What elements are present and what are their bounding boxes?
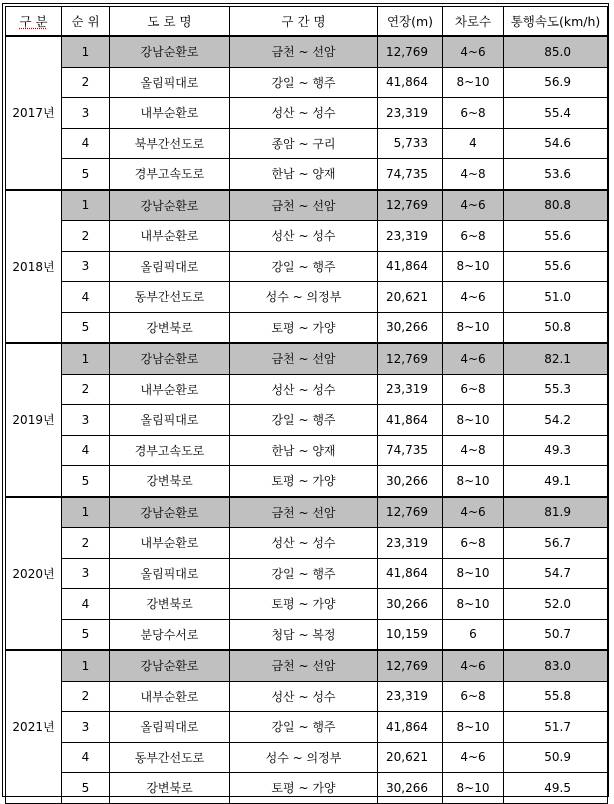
table-row (6, 405, 608, 436)
rank-cell: 5 (62, 466, 110, 497)
speed-cell: 52.0 (504, 589, 608, 620)
lanes-cell: 8~10 (443, 251, 504, 282)
table-row (6, 343, 608, 374)
road-name-cell: 내부순환로 (110, 221, 230, 252)
table-row (6, 589, 608, 620)
section-name-cell: 토평 ~ 가양 (230, 773, 378, 804)
table-row (6, 681, 608, 712)
length-cell: 5,733 (378, 128, 443, 159)
speed-cell: 55.8 (504, 681, 608, 712)
table-row (6, 650, 608, 681)
lanes-cell: 6~8 (443, 98, 504, 129)
length-cell: 41,864 (378, 67, 443, 98)
speed-cell: 80.8 (504, 190, 608, 221)
table-row (6, 497, 608, 528)
length-cell: 74,735 (378, 435, 443, 466)
rank-cell: 2 (62, 374, 110, 405)
speed-cell: 54.6 (504, 128, 608, 159)
lanes-cell: 8~10 (443, 589, 504, 620)
lanes-cell: 8~10 (443, 312, 504, 343)
length-cell: 12,769 (378, 650, 443, 681)
road-name-cell: 강남순환로 (110, 650, 230, 681)
length-cell: 23,319 (378, 221, 443, 252)
header-row (6, 7, 608, 37)
length-cell: 30,266 (378, 589, 443, 620)
road-name-cell: 올림픽대로 (110, 251, 230, 282)
lanes-cell: 6~8 (443, 374, 504, 405)
length-cell: 12,769 (378, 190, 443, 221)
section-name-cell: 강일 ~ 행주 (230, 405, 378, 436)
section-name-cell: 금천 ~ 선암 (230, 190, 378, 221)
section-name-cell: 강일 ~ 행주 (230, 67, 378, 98)
length-cell: 74,735 (378, 159, 443, 190)
lanes-cell: 4 (443, 128, 504, 159)
rank-cell: 2 (62, 528, 110, 559)
section-name-cell: 토평 ~ 가양 (230, 589, 378, 620)
section-name-cell: 금천 ~ 선암 (230, 497, 378, 528)
road-name-cell: 강남순환로 (110, 36, 230, 67)
table-row (6, 282, 608, 313)
length-cell: 30,266 (378, 312, 443, 343)
speed-cell: 50.7 (504, 619, 608, 650)
table-row (6, 374, 608, 405)
length-cell: 41,864 (378, 712, 443, 743)
table-row (6, 435, 608, 466)
length-cell: 23,319 (378, 528, 443, 559)
rank-cell: 3 (62, 251, 110, 282)
rank-cell: 1 (62, 650, 110, 681)
lanes-cell: 8~10 (443, 712, 504, 743)
speed-cell: 51.0 (504, 282, 608, 313)
rank-cell: 2 (62, 221, 110, 252)
speed-cell: 50.8 (504, 312, 608, 343)
length-cell: 41,864 (378, 251, 443, 282)
rank-cell: 5 (62, 619, 110, 650)
lanes-cell: 4~6 (443, 190, 504, 221)
year-cell: 2017년 (6, 36, 62, 190)
table-row (6, 221, 608, 252)
road-name-cell: 동부간선도로 (110, 742, 230, 773)
road-name-cell: 내부순환로 (110, 528, 230, 559)
speed-cell: 55.3 (504, 374, 608, 405)
section-name-cell: 한남 ~ 양재 (230, 159, 378, 190)
section-name-cell: 금천 ~ 선암 (230, 343, 378, 374)
section-name-cell: 강일 ~ 행주 (230, 712, 378, 743)
rank-cell: 5 (62, 773, 110, 804)
road-name-cell: 올림픽대로 (110, 405, 230, 436)
year-cell: 2018년 (6, 190, 62, 344)
speed-cell: 49.3 (504, 435, 608, 466)
road-name-cell: 경부고속도로 (110, 159, 230, 190)
length-cell: 30,266 (378, 773, 443, 804)
length-cell: 41,864 (378, 558, 443, 589)
table-row (6, 36, 608, 67)
rank-cell: 2 (62, 67, 110, 98)
header-speed: 통행속도(km/h) (504, 7, 608, 37)
length-cell: 12,769 (378, 36, 443, 67)
length-cell: 12,769 (378, 497, 443, 528)
rank-cell: 1 (62, 190, 110, 221)
speed-cell: 56.9 (504, 67, 608, 98)
table-row (6, 619, 608, 650)
road-speed-table (5, 6, 608, 804)
road-name-cell: 올림픽대로 (110, 558, 230, 589)
section-name-cell: 금천 ~ 선암 (230, 36, 378, 67)
section-name-cell: 성수 ~ 의정부 (230, 282, 378, 313)
rank-cell: 3 (62, 98, 110, 129)
speed-cell: 81.9 (504, 497, 608, 528)
road-name-cell: 내부순환로 (110, 681, 230, 712)
lanes-cell: 4~6 (443, 650, 504, 681)
rank-cell: 4 (62, 742, 110, 773)
speed-cell: 82.1 (504, 343, 608, 374)
lanes-cell: 6 (443, 619, 504, 650)
speed-cell: 49.5 (504, 773, 608, 804)
lanes-cell: 4~6 (443, 497, 504, 528)
length-cell: 20,621 (378, 742, 443, 773)
length-cell: 20,621 (378, 282, 443, 313)
rank-cell: 1 (62, 497, 110, 528)
lanes-cell: 4~8 (443, 159, 504, 190)
section-name-cell: 한남 ~ 양재 (230, 435, 378, 466)
lanes-cell: 4~6 (443, 742, 504, 773)
speed-cell: 54.2 (504, 405, 608, 436)
table-row (6, 98, 608, 129)
speed-cell: 85.0 (504, 36, 608, 67)
section-name-cell: 성산 ~ 성수 (230, 681, 378, 712)
section-name-cell: 종암 ~ 구리 (230, 128, 378, 159)
table-row (6, 742, 608, 773)
road-name-cell: 내부순환로 (110, 374, 230, 405)
lanes-cell: 8~10 (443, 558, 504, 589)
speed-cell: 50.9 (504, 742, 608, 773)
speed-cell: 83.0 (504, 650, 608, 681)
speed-cell: 55.4 (504, 98, 608, 129)
lanes-cell: 8~10 (443, 466, 504, 497)
road-name-cell: 강변북로 (110, 312, 230, 343)
speed-cell: 55.6 (504, 221, 608, 252)
section-name-cell: 금천 ~ 선암 (230, 650, 378, 681)
table-body (6, 36, 608, 803)
road-name-cell: 강남순환로 (110, 343, 230, 374)
road-name-cell: 강변북로 (110, 589, 230, 620)
lanes-cell: 6~8 (443, 528, 504, 559)
year-cell: 2021년 (6, 650, 62, 803)
section-name-cell: 토평 ~ 가양 (230, 312, 378, 343)
speed-cell: 49.1 (504, 466, 608, 497)
header-length: 연장(m) (378, 7, 443, 37)
road-name-cell: 강남순환로 (110, 497, 230, 528)
road-name-cell: 동부간선도로 (110, 282, 230, 313)
header-road-name: 도 로 명 (110, 7, 230, 37)
rank-cell: 1 (62, 36, 110, 67)
rank-cell: 2 (62, 681, 110, 712)
header-rank: 순 위 (62, 7, 110, 37)
lanes-cell: 4~6 (443, 343, 504, 374)
rank-cell: 5 (62, 312, 110, 343)
lanes-cell: 8~10 (443, 405, 504, 436)
table-row (6, 190, 608, 221)
road-name-cell: 북부간선도로 (110, 128, 230, 159)
rank-cell: 4 (62, 589, 110, 620)
section-name-cell: 토평 ~ 가양 (230, 466, 378, 497)
length-cell: 12,769 (378, 343, 443, 374)
road-name-cell: 내부순환로 (110, 98, 230, 129)
section-name-cell: 강일 ~ 행주 (230, 251, 378, 282)
header-lanes: 차로수 (443, 7, 504, 37)
table-row (6, 312, 608, 343)
road-name-cell: 강남순환로 (110, 190, 230, 221)
lanes-cell: 8~10 (443, 773, 504, 804)
road-name-cell: 강변북로 (110, 773, 230, 804)
lanes-cell: 4~6 (443, 36, 504, 67)
section-name-cell: 성산 ~ 성수 (230, 221, 378, 252)
table-row (6, 67, 608, 98)
road-name-cell: 강변북로 (110, 466, 230, 497)
year-cell: 2020년 (6, 497, 62, 651)
length-cell: 10,159 (378, 619, 443, 650)
table-row (6, 712, 608, 743)
speed-cell: 55.6 (504, 251, 608, 282)
speed-cell: 56.7 (504, 528, 608, 559)
rank-cell: 3 (62, 712, 110, 743)
rank-cell: 3 (62, 405, 110, 436)
section-name-cell: 성산 ~ 성수 (230, 528, 378, 559)
year-cell: 2019년 (6, 343, 62, 497)
road-name-cell: 분당수서로 (110, 619, 230, 650)
road-name-cell: 올림픽대로 (110, 712, 230, 743)
speed-cell: 51.7 (504, 712, 608, 743)
table-row (6, 466, 608, 497)
section-name-cell: 성수 ~ 의정부 (230, 742, 378, 773)
rank-cell: 4 (62, 282, 110, 313)
lanes-cell: 8~10 (443, 67, 504, 98)
section-name-cell: 성산 ~ 성수 (230, 374, 378, 405)
rank-cell: 3 (62, 558, 110, 589)
header-category: 구 분 (6, 7, 62, 37)
road-name-cell: 올림픽대로 (110, 67, 230, 98)
lanes-cell: 4~6 (443, 282, 504, 313)
rank-cell: 4 (62, 128, 110, 159)
lanes-cell: 4~8 (443, 435, 504, 466)
header-section-name: 구 간 명 (230, 7, 378, 37)
length-cell: 23,319 (378, 681, 443, 712)
lanes-cell: 6~8 (443, 221, 504, 252)
length-cell: 23,319 (378, 98, 443, 129)
table-row (6, 528, 608, 559)
speed-cell: 53.6 (504, 159, 608, 190)
section-name-cell: 강일 ~ 행주 (230, 558, 378, 589)
length-cell: 41,864 (378, 405, 443, 436)
section-name-cell: 청담 ~ 복정 (230, 619, 378, 650)
table-row (6, 558, 608, 589)
rank-cell: 1 (62, 343, 110, 374)
table-row (6, 773, 608, 804)
road-name-cell: 경부고속도로 (110, 435, 230, 466)
section-name-cell: 성산 ~ 성수 (230, 98, 378, 129)
rank-cell: 5 (62, 159, 110, 190)
table-row (6, 128, 608, 159)
rank-cell: 4 (62, 435, 110, 466)
table-row (6, 159, 608, 190)
table-row (6, 251, 608, 282)
length-cell: 23,319 (378, 374, 443, 405)
speed-cell: 54.7 (504, 558, 608, 589)
length-cell: 30,266 (378, 466, 443, 497)
lanes-cell: 6~8 (443, 681, 504, 712)
